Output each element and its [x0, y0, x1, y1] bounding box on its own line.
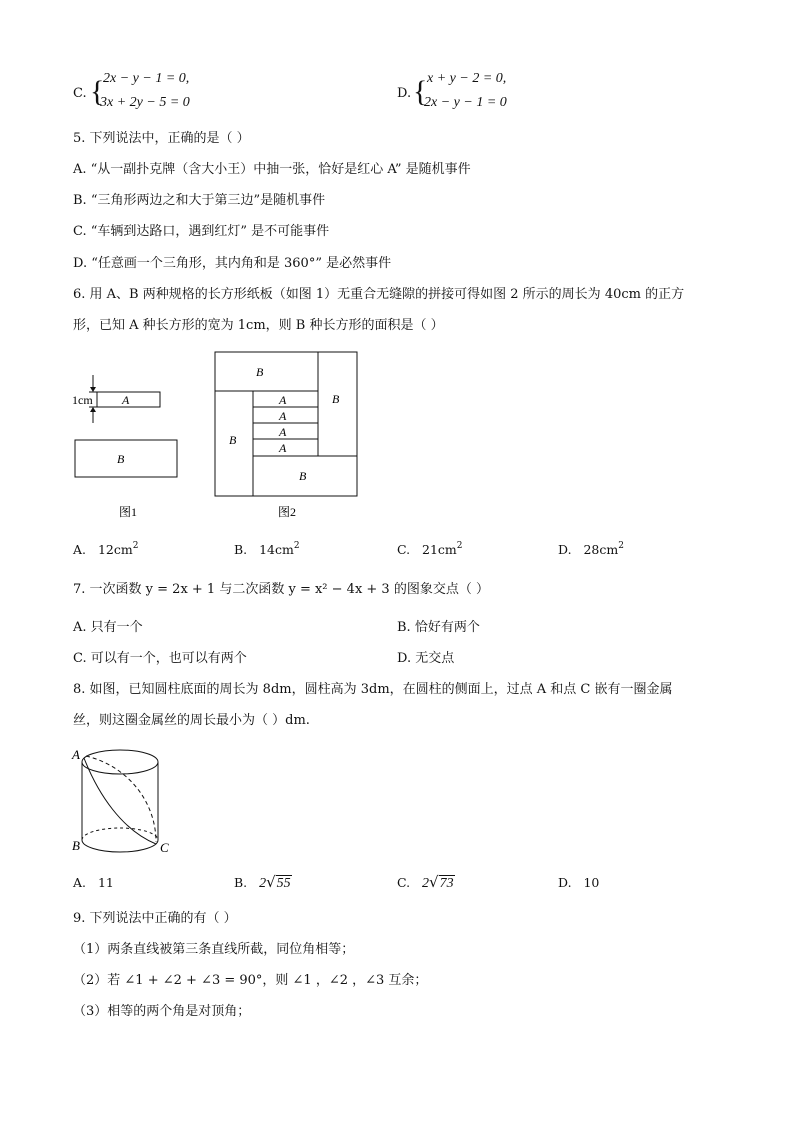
rectangle-a-label: A	[122, 393, 130, 407]
q4-option-c-equation-1: 2x − y − 1 = 0,	[103, 71, 190, 86]
point-a-label: A	[72, 747, 80, 762]
wire-back	[86, 756, 156, 842]
q4-option-c-equation-2: 3x + 2y − 5 = 0	[100, 95, 190, 110]
rectangle-b-label: B	[117, 452, 125, 466]
question-7-stem: 7. 一次函数 y = 2x + 1 与二次函数 y = x² − 4x + 3 的图象交点（ ）	[73, 582, 489, 597]
arrow-down-icon	[90, 387, 96, 392]
question-5-option-b: B. “三角形两边之和大于第三边”是随机事件	[73, 193, 326, 208]
question-6-figures	[60, 345, 370, 525]
question-8-stem-line-2: 丝，则这圈金属丝的周长最小为（ ）dm.	[73, 713, 310, 728]
square-outline	[215, 352, 357, 496]
question-6-stem-line-1: 6. 用 A、B 两种规格的长方形纸板（如图 1）无重合无缝隙的拼接可得如图 2 所示的周长为 40cm 的正方	[73, 287, 685, 302]
brace-icon: {	[90, 75, 105, 108]
arrow-up-icon	[90, 407, 96, 412]
rectangle-b	[75, 440, 177, 477]
q4-option-d-equation-2: 2x − y − 1 = 0	[424, 95, 507, 110]
question-6-option-a: A. $12cm^2$	[73, 541, 139, 557]
question-5-option-a: A. “从一副扑克牌（含大小王）中抽一张，恰好是红心 A” 是随机事件	[73, 162, 471, 177]
figure-1-dimension-label: 1cm	[72, 393, 93, 407]
figure-2-b-left: B	[229, 433, 237, 447]
question-5-stem: 5. 下列说法中，正确的是（ ）	[73, 131, 250, 146]
figure-2-b-bottom: B	[299, 469, 307, 483]
question-5-option-d: D. “任意画一个三角形，其内角和是 360°” 是必然事件	[73, 256, 392, 271]
q4-option-d-label: D.	[397, 86, 412, 101]
figure-1	[72, 375, 177, 519]
figure-2-b-top: B	[256, 365, 264, 379]
question-8-option-b: B. 2√55	[234, 873, 291, 891]
q4-option-d-equation-1: x + y − 2 = 0,	[427, 71, 507, 86]
question-8-option-d: D. 10	[558, 875, 600, 890]
figure-2-a-1: A	[279, 393, 287, 407]
cylinder-bottom-back	[82, 828, 158, 840]
question-7-option-a: A. 只有一个	[73, 620, 143, 635]
question-9-statement-2: （2）若 ∠1 + ∠2 + ∠3 = 90°，则 ∠1 ，∠2 ，∠3 互余；	[73, 973, 428, 988]
figure-2-b-right: B	[332, 392, 340, 406]
figure-2-a-2: A	[279, 409, 287, 423]
question-8-option-c: C. 2√73	[397, 873, 454, 891]
question-6-option-d: D. $28cm^2$	[558, 541, 624, 557]
question-9-statement-3: （3）相等的两个角是对顶角；	[73, 1004, 251, 1019]
question-9-statement-1: （1）两条直线被第三条直线所截，同位角相等；	[73, 942, 355, 957]
sqrt-icon: √	[266, 873, 276, 891]
figure-2-caption: 图2	[278, 505, 297, 519]
q4-option-c-label: C.	[73, 86, 87, 101]
question-7-option-d: D. 无交点	[397, 651, 455, 666]
cylinder-bottom-front	[82, 840, 158, 852]
point-b-label: B	[72, 838, 80, 853]
cylinder-figure	[70, 742, 180, 860]
question-5-option-c: C. “车辆到达路口，遇到红灯” 是不可能事件	[73, 224, 330, 239]
figure-2-a-4: A	[279, 441, 287, 455]
question-8-option-a: A. 11	[73, 875, 114, 890]
question-9-stem: 9. 下列说法中正确的有（ ）	[73, 911, 237, 926]
figure-2	[215, 352, 357, 519]
question-6-option-c: C. $21cm^2$	[397, 541, 463, 557]
sqrt-icon: √	[429, 873, 439, 891]
figure-1-caption: 图1	[119, 505, 138, 519]
point-c-label: C	[160, 840, 169, 855]
question-6-option-b: B. $14cm^2$	[234, 541, 300, 557]
question-8-stem-line-1: 8. 如图，已知圆柱底面的周长为 8dm，圆柱高为 3dm，在圆柱的侧面上，过点 A 和点 C 嵌有一圈金属	[73, 682, 673, 697]
question-7-option-c: C. 可以有一个，也可以有两个	[73, 651, 247, 666]
brace-icon: {	[413, 75, 428, 108]
question-6-stem-line-2: 形，已知 A 种长方形的宽为 1cm，则 B 种长方形的面积是（ ）	[73, 318, 444, 333]
cylinder-top-ellipse	[82, 750, 158, 774]
question-7-option-b: B. 恰好有两个	[397, 620, 480, 635]
figure-2-a-3: A	[279, 425, 287, 439]
